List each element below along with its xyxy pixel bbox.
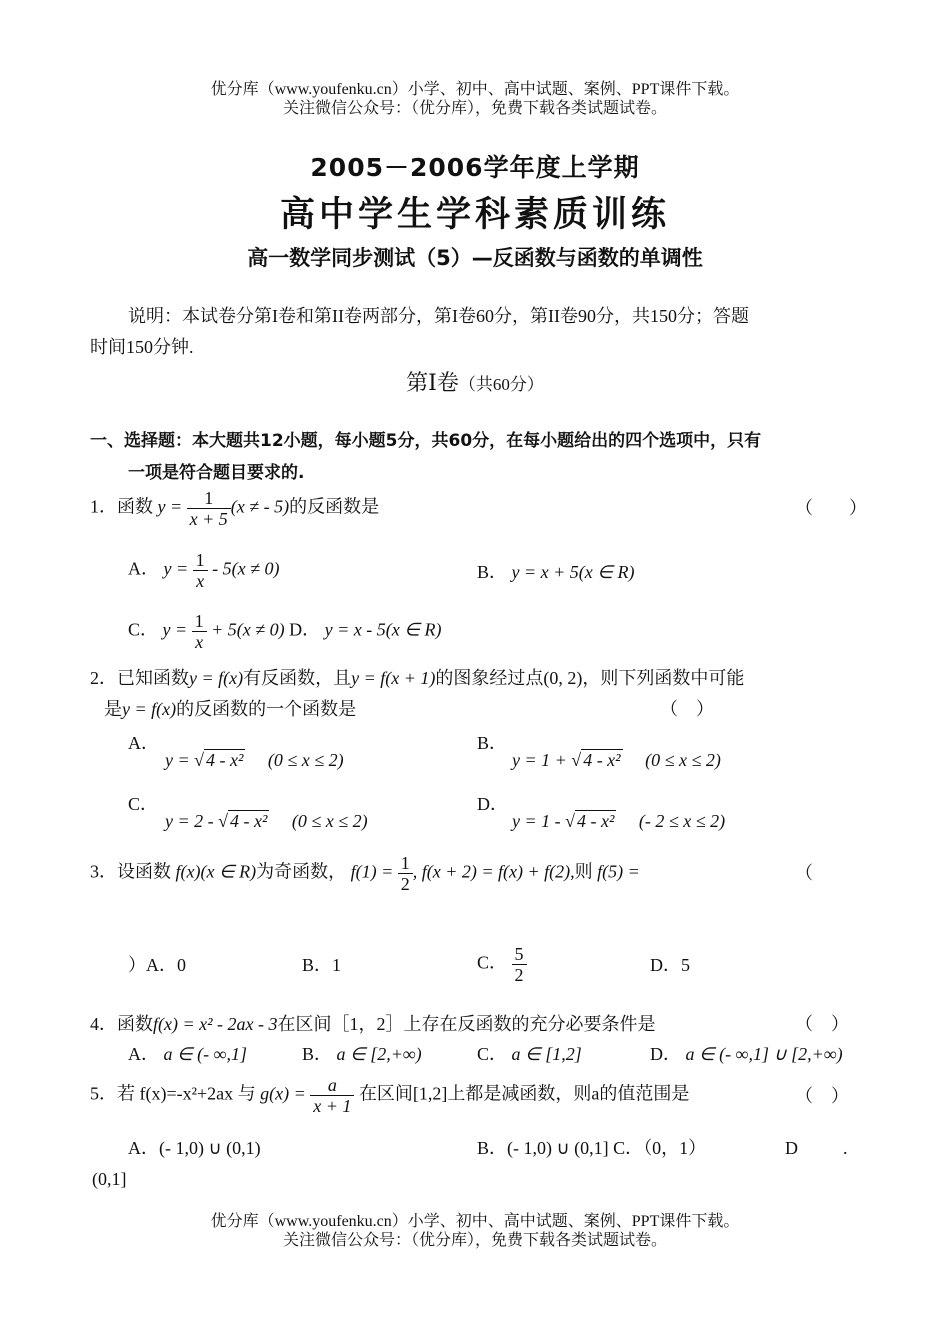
q4-d-label: D． (650, 1044, 681, 1064)
q5-g-den: x + 1 (313, 1096, 352, 1116)
q1-a-den: x (196, 571, 205, 591)
q3-number: 3． (90, 861, 117, 882)
q2-text-a: 已知函数 (117, 668, 189, 688)
q4-answer-paren: （ ） (795, 1014, 849, 1034)
q2-b-pre: y = 1 + (512, 750, 567, 770)
q5-post: 在区间[1,2]上都是减函数，则a的值范围是 (358, 1083, 690, 1104)
q1-a-num: 1 (193, 550, 208, 571)
q3-rest: , f(x + 2) = f(x) + f(2), (412, 861, 575, 882)
q1-d-expr: y = x - 5(x ∈ R) (324, 619, 442, 640)
q5-d-label: D (785, 1138, 798, 1158)
q1-option-c (128, 611, 441, 652)
q2-f2: y = f(x + 1) (351, 668, 436, 688)
section-score: （共60分） (458, 375, 544, 394)
q1-pre: 函数 (117, 496, 153, 517)
q3-then: 则 (574, 861, 593, 882)
q3-f5: f(5) = (597, 861, 640, 882)
q3-half-num: 1 (398, 853, 413, 874)
q3-option-d: D．5 (650, 955, 690, 975)
q4-option-c (477, 1043, 582, 1065)
q1-a-label: A． (128, 558, 159, 579)
q2-d-rad: 4 - x² (577, 811, 615, 831)
intro-line-1: 说明：本试卷分第I卷和第II卷两部分，第I卷60分，第II卷90分，共150分；答题 (128, 306, 749, 326)
question-4 (90, 1013, 656, 1035)
q2-a-rad: 4 - x² (206, 750, 244, 770)
q2-c-label: C． (128, 794, 159, 814)
q2-text-e: 是 (104, 699, 122, 719)
q3-half-den: 2 (400, 874, 410, 894)
q1-frac-num: 1 (187, 488, 231, 509)
q2-c-rad: 4 - x² (230, 811, 268, 831)
section-title (0, 366, 950, 397)
q2-option-a: y = √ 4 - x² (0 ≤ x ≤ 2) (165, 750, 344, 770)
q1-c-label: C． (128, 619, 159, 640)
q2-a-pre: y = (165, 750, 190, 770)
q3-pre: 设函数 (117, 861, 171, 882)
question-5 (90, 1075, 689, 1116)
q5-b-label: B． (477, 1138, 508, 1158)
q2-b-rad: 4 - x² (583, 750, 621, 770)
q2-b-cond: (0 ≤ x ≤ 2) (645, 750, 721, 770)
q4-b-expr: a ∈ [2,+∞) (336, 1044, 422, 1064)
q1-y: y = (157, 496, 183, 517)
q5-d-dot: . (843, 1138, 848, 1158)
q1-b-expr: y = x + 5(x ∈ R) (511, 562, 635, 582)
q3-f1: f(1) = (350, 861, 394, 882)
q4-post: 在区间［1，2］上存在反函数的充分必要条件是 (277, 1014, 656, 1034)
header-line-2: 关注微信公众号：（优分库），免费下载各类试题试卷。 (282, 100, 667, 117)
page-subtitle: 高一数学同步测试（5）—反函数与函数的单调性 (247, 246, 703, 270)
q5-c-label: C． (613, 1138, 644, 1158)
q2-text-c: 的图象经过点 (435, 668, 544, 688)
q5-c-expr: （0，1） (643, 1138, 707, 1158)
q3-f: f(x)(x ∈ R) (175, 861, 257, 882)
q2-number: 2． (90, 668, 117, 688)
q3-option-c (477, 944, 527, 985)
footer-line-2: 关注微信公众号：（优分库），免费下载各类试题试卷。 (282, 1232, 667, 1249)
page-title: 高中学生学科素质训练 (279, 195, 670, 235)
q1-fraction (187, 488, 231, 529)
q5-a-label: A． (128, 1138, 159, 1158)
q1-post: 的反函数是 (289, 496, 380, 517)
header-line-1: 优分库（www.youfenku.cn）小学、初中、高中试题、案例、PPT课件下载。 (210, 81, 740, 98)
q1-b-label: B． (477, 562, 508, 582)
intro-line-2: 时间150分钟. (90, 337, 194, 357)
section-name: 第Ⅰ卷 (406, 370, 459, 395)
q1-c-fraction (192, 611, 207, 652)
q1-number: 1． (90, 496, 117, 517)
q2-option-c: y = 2 - √ 4 - x² (0 ≤ x ≤ 2) (165, 811, 368, 831)
q3-option-b: B．1 (302, 955, 342, 975)
q3-mid: 为奇函数， (256, 861, 347, 882)
q2-d-cond: (- 2 ≤ x ≤ 2) (638, 811, 726, 831)
q2-c-pre: y = 2 - (165, 811, 214, 831)
q4-number: 4． (90, 1014, 117, 1034)
q4-b-label: B． (302, 1044, 333, 1064)
q4-a-expr: a ∈ (- ∞,1] (163, 1044, 248, 1064)
title-year: 2005－2006学年度上学期 (310, 153, 640, 182)
q5-answer-paren: （ ） (795, 1086, 849, 1106)
q1-a-fraction (193, 550, 208, 591)
q5-fraction (310, 1075, 354, 1116)
q5-option-b (477, 1137, 706, 1159)
question-2-line-2 (104, 698, 356, 720)
question-3 (90, 853, 640, 894)
q4-expr: f(x) = x² - 2ax - 3 (153, 1014, 278, 1034)
q3-c-den: 2 (514, 965, 524, 985)
q2-d-pre: y = 1 - (512, 811, 561, 831)
q3-c-fraction (512, 944, 527, 985)
q4-c-label: C． (477, 1044, 508, 1064)
instruction-line-2: 一项是符合题目要求的. (128, 463, 305, 483)
question-1 (90, 488, 379, 529)
q5-a-expr: (- 1,0) ∪ (0,1) (159, 1138, 261, 1158)
q2-option-d: y = 1 - √ 4 - x² (- 2 ≤ x ≤ 2) (512, 811, 726, 831)
q1-c-num: 1 (192, 611, 207, 632)
q4-d-expr: a ∈ (- ∞,1] ∪ [2,+∞) (685, 1044, 843, 1064)
q3-close-and-option-a: ）A．0 (128, 955, 186, 975)
q5-pre: 若 f(x)=-x²+2ax 与 (117, 1083, 256, 1104)
q1-c-pre: y = (162, 619, 188, 640)
q2-text-b: 有反函数，且 (243, 668, 352, 688)
q1-d-label: D． (289, 619, 321, 640)
q2-point: (0, 2) (543, 668, 583, 688)
q5-g-num: a (310, 1075, 354, 1096)
q4-pre: 函数 (117, 1014, 153, 1034)
q1-c-post: + 5(x ≠ 0) (211, 619, 285, 640)
q5-g: g(x) = (260, 1083, 306, 1104)
q1-c-den: x (195, 632, 204, 652)
q2-c-cond: (0 ≤ x ≤ 2) (291, 811, 368, 831)
q5-number: 5． (90, 1083, 117, 1104)
q1-a-pre: y = (163, 558, 189, 579)
q3-c-num: 5 (512, 944, 527, 965)
q2-f3: y = f(x) (122, 699, 177, 719)
q2-f1: y = f(x) (189, 668, 244, 688)
q1-option-b (477, 561, 634, 583)
q1-a-post: - 5(x ≠ 0) (212, 558, 280, 579)
q2-a-cond: (0 ≤ x ≤ 2) (267, 750, 344, 770)
q2-d-label: D． (477, 794, 508, 814)
q5-option-d: (0,1] (92, 1169, 127, 1189)
q4-c-expr: a ∈ [1,2] (511, 1044, 582, 1064)
q2-text-f: 的反函数的一个函数是 (176, 699, 357, 719)
q4-a-label: A． (128, 1044, 159, 1064)
question-2-line-1 (90, 667, 744, 689)
q4-option-b (302, 1043, 422, 1065)
q2-answer-paren: （ ） (660, 699, 714, 719)
q3-c-label: C． (477, 952, 508, 973)
q2-text-d: ，则下列函数中可能 (582, 668, 745, 688)
q3-paren-open: （ (795, 863, 813, 883)
q1-frac-den: x + 5 (189, 509, 228, 529)
q5-option-a (128, 1137, 261, 1159)
q1-option-a (128, 550, 280, 591)
q1-cond: (x ≠ - 5) (230, 496, 290, 517)
q2-b-label: B． (477, 733, 508, 753)
footer-line-1: 优分库（www.youfenku.cn）小学、初中、高中试题、案例、PPT课件下载。 (210, 1213, 740, 1230)
q2-option-b: y = 1 + √ 4 - x² (0 ≤ x ≤ 2) (512, 750, 721, 770)
q5-b-expr: (- 1,0) ∪ (0,1] (507, 1138, 609, 1158)
instruction-line-1: 一、选择题：本大题共12小题，每小题5分，共60分，在每小题给出的四个选项中，只有 (90, 431, 762, 451)
q1-answer-paren: （ ） (795, 498, 867, 518)
q3-half (398, 853, 413, 894)
q2-a-label: A． (128, 733, 159, 753)
q4-option-d (650, 1043, 843, 1065)
q4-option-a (128, 1043, 247, 1065)
